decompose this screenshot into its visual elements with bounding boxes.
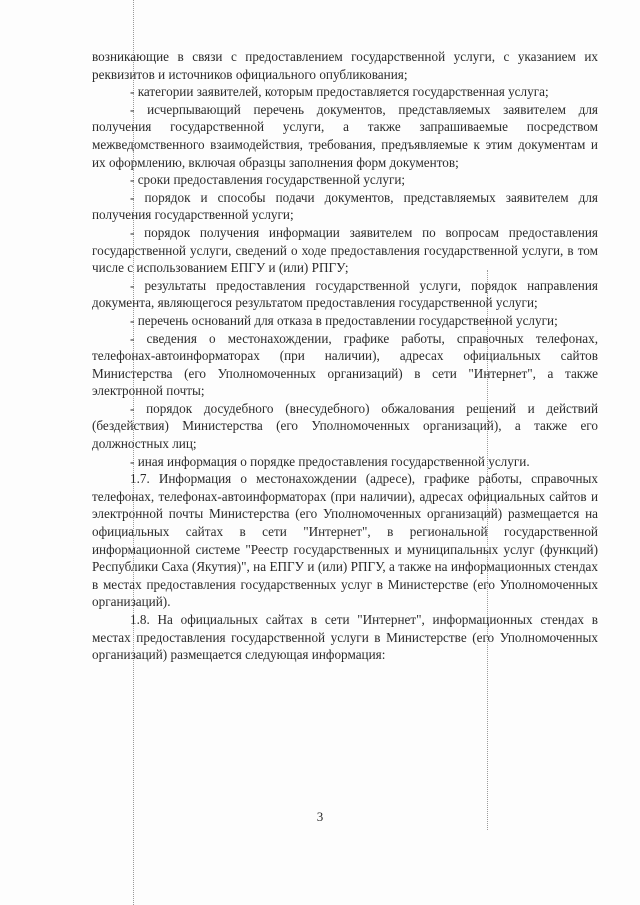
list-item: - перечень оснований для отказа в предоставлении государственной услуги; xyxy=(130,312,558,328)
section-paragraph: 1.8. На официальных сайтах в сети "Интернет", информационных стендах в местах предоставления государственной услуги в Министерстве (его Уполномоченных организаций) размещается следующая информация: xyxy=(92,612,598,663)
list-item: - иная информация о порядке предоставления государственной услуги. xyxy=(130,453,530,469)
list-item: - категории заявителей, которым предоставляется государственная услуга; xyxy=(130,84,549,100)
list-item: - порядок получения информации заявителем по вопросам предоставления государственной услуги, сведений о ходе предоставления государственной услуги, в том числе с использованием ЕПГУ и (или) РПГУ; xyxy=(92,224,598,276)
section-paragraph: 1.7. Информация о местонахождении (адресе), графике работы, справочных телефонах, телефонах-автоинформаторах (при наличии), адресах официальных сайтов и электронной почты Министерства (его Уполномоченных организаций) размещается на официальных сайтах в сети "Интернет", в региональной государственной информационной системе "Реестр государственных и муниципальных услуг (функций) Республики Саха (Якутия)", на ЕПГУ и (или) РПГУ, а также на информационных стендах в местах предоставления государственных услуг в Министерстве (его Уполномоченных организаций). xyxy=(92,471,598,610)
list-item: - порядок и способы подачи документов, представляемых заявителем для получения государственной услуги; xyxy=(92,189,598,223)
paragraph: возникающие в связи с предоставлением государственной услуги, с указанием их реквизитов и источников официального опубликования; xyxy=(92,49,598,82)
list-item: - сроки предоставления государственной услуги; xyxy=(130,172,406,188)
list-item: - исчерпывающий перечень документов, представляемых заявителем для получения государственной услуги, а также запрашиваемые посредством межведомственного взаимодействия, требования, предъявляемые к этим документам и их оформлению, включая образцы заполнения форм документов; xyxy=(92,101,598,170)
page-number: 3 xyxy=(316,809,324,824)
document-body xyxy=(92,48,598,664)
list-item: - результаты предоставления государственной услуги, порядок направления документа, являющегося результатом предоставления государственной услуги; xyxy=(92,277,598,311)
list-item: - порядок досудебного (внесудебного) обжалования решений и действий (бездействия) Министерства (его Уполномоченных организаций), а также его должностных лиц; xyxy=(92,400,598,452)
list-item: - сведения о местонахождении, графике работы, справочных телефонах, телефонах-автоинформаторах (при наличии), адресах официальных сайтов Министерства (его Уполномоченных организаций) в сети "Интернет", а также электронной почты; xyxy=(92,330,598,399)
